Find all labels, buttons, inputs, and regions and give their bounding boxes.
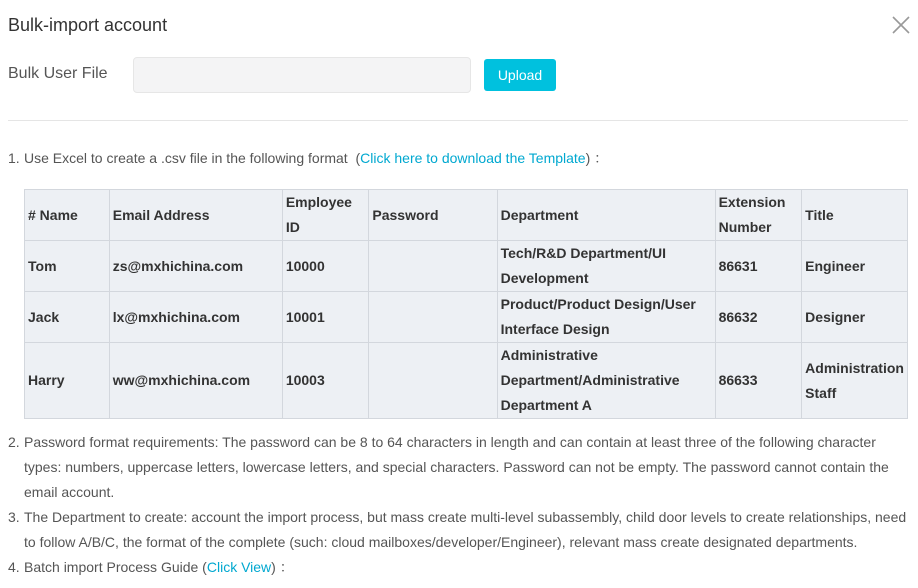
table-cell: Designer (802, 292, 908, 343)
table-cell: 10003 (282, 343, 369, 419)
step-text: Password format requirements: The password can be 8 to 64 characters in length and can contain at least three of the following character types: numbers, uppercase letters, lowercase letters, and special characters. Password can not be empty. The password cannot contain the email account. (24, 434, 889, 500)
upload-button[interactable]: Upload (484, 59, 556, 91)
table-cell: Tech/R&D Department/UI Development (497, 241, 715, 292)
table-cell (369, 343, 497, 419)
table-cell: Tom (25, 241, 110, 292)
column-header: # Name (25, 190, 110, 241)
step-2 (8, 430, 908, 505)
table-cell: 86631 (715, 241, 802, 292)
table-cell: 10000 (282, 241, 369, 292)
divider (8, 120, 908, 121)
table-cell (369, 292, 497, 343)
table-cell: ww@mxhichina.com (109, 343, 282, 419)
step-4 (8, 555, 294, 580)
table-cell: Harry (25, 343, 110, 419)
paren-open: ( (198, 559, 207, 575)
table-cell: Product/Product Design/User Interface Design (497, 292, 715, 343)
table-cell (369, 241, 497, 292)
column-header: Employee ID (282, 190, 369, 241)
column-header: Department (497, 190, 715, 241)
step-number: 3. (8, 509, 20, 525)
table-header-row (25, 190, 908, 241)
table-row (25, 241, 908, 292)
bulk-user-file-label: Bulk User File (8, 65, 108, 82)
step-text: Use Excel to create a .csv file in the following format (24, 150, 348, 166)
column-header: Email Address (109, 190, 282, 241)
table-cell: Administrative Department/Administrative Department A (497, 343, 715, 419)
table-row (25, 292, 908, 343)
close-icon (890, 14, 912, 36)
step-text: The Department to create: account the import process, but mass create multi-level subassembly, child door levels to create relationships, need to follow A/B/C, the format of the complete (such: cloud mailboxes/developer/Engineer), relevant mass create designated departments. (24, 509, 907, 550)
download-template-link[interactable]: Click here to download the Template (360, 150, 586, 166)
click-view-link[interactable]: Click View (206, 559, 272, 575)
paren-open: ( (347, 150, 361, 166)
table-cell: 86632 (715, 292, 802, 343)
table-cell: lx@mxhichina.com (109, 292, 282, 343)
step-number: 1. (8, 150, 20, 166)
dialog-title: Bulk-import account (8, 15, 168, 35)
step-3 (8, 505, 908, 555)
sample-format-table (24, 189, 908, 419)
step-number: 2. (8, 434, 20, 450)
step-number: 4. (8, 559, 20, 575)
step-1 (8, 146, 608, 171)
paren-close: ) ： (271, 559, 294, 575)
table-cell: zs@mxhichina.com (109, 241, 282, 292)
table-cell: 10001 (282, 292, 369, 343)
table-cell: 86633 (715, 343, 802, 419)
column-header: Password (369, 190, 497, 241)
table-row (25, 343, 908, 419)
table-cell: Administration Staff (802, 343, 908, 419)
step-text: Batch import Process Guide (24, 559, 199, 575)
table-cell: Engineer (802, 241, 908, 292)
close-button[interactable] (890, 14, 912, 36)
column-header: Extension Number (715, 190, 802, 241)
bulk-user-file-input[interactable] (133, 57, 471, 93)
paren-close: ) ： (585, 150, 609, 166)
column-header: Title (802, 190, 908, 241)
table-cell: Jack (25, 292, 110, 343)
